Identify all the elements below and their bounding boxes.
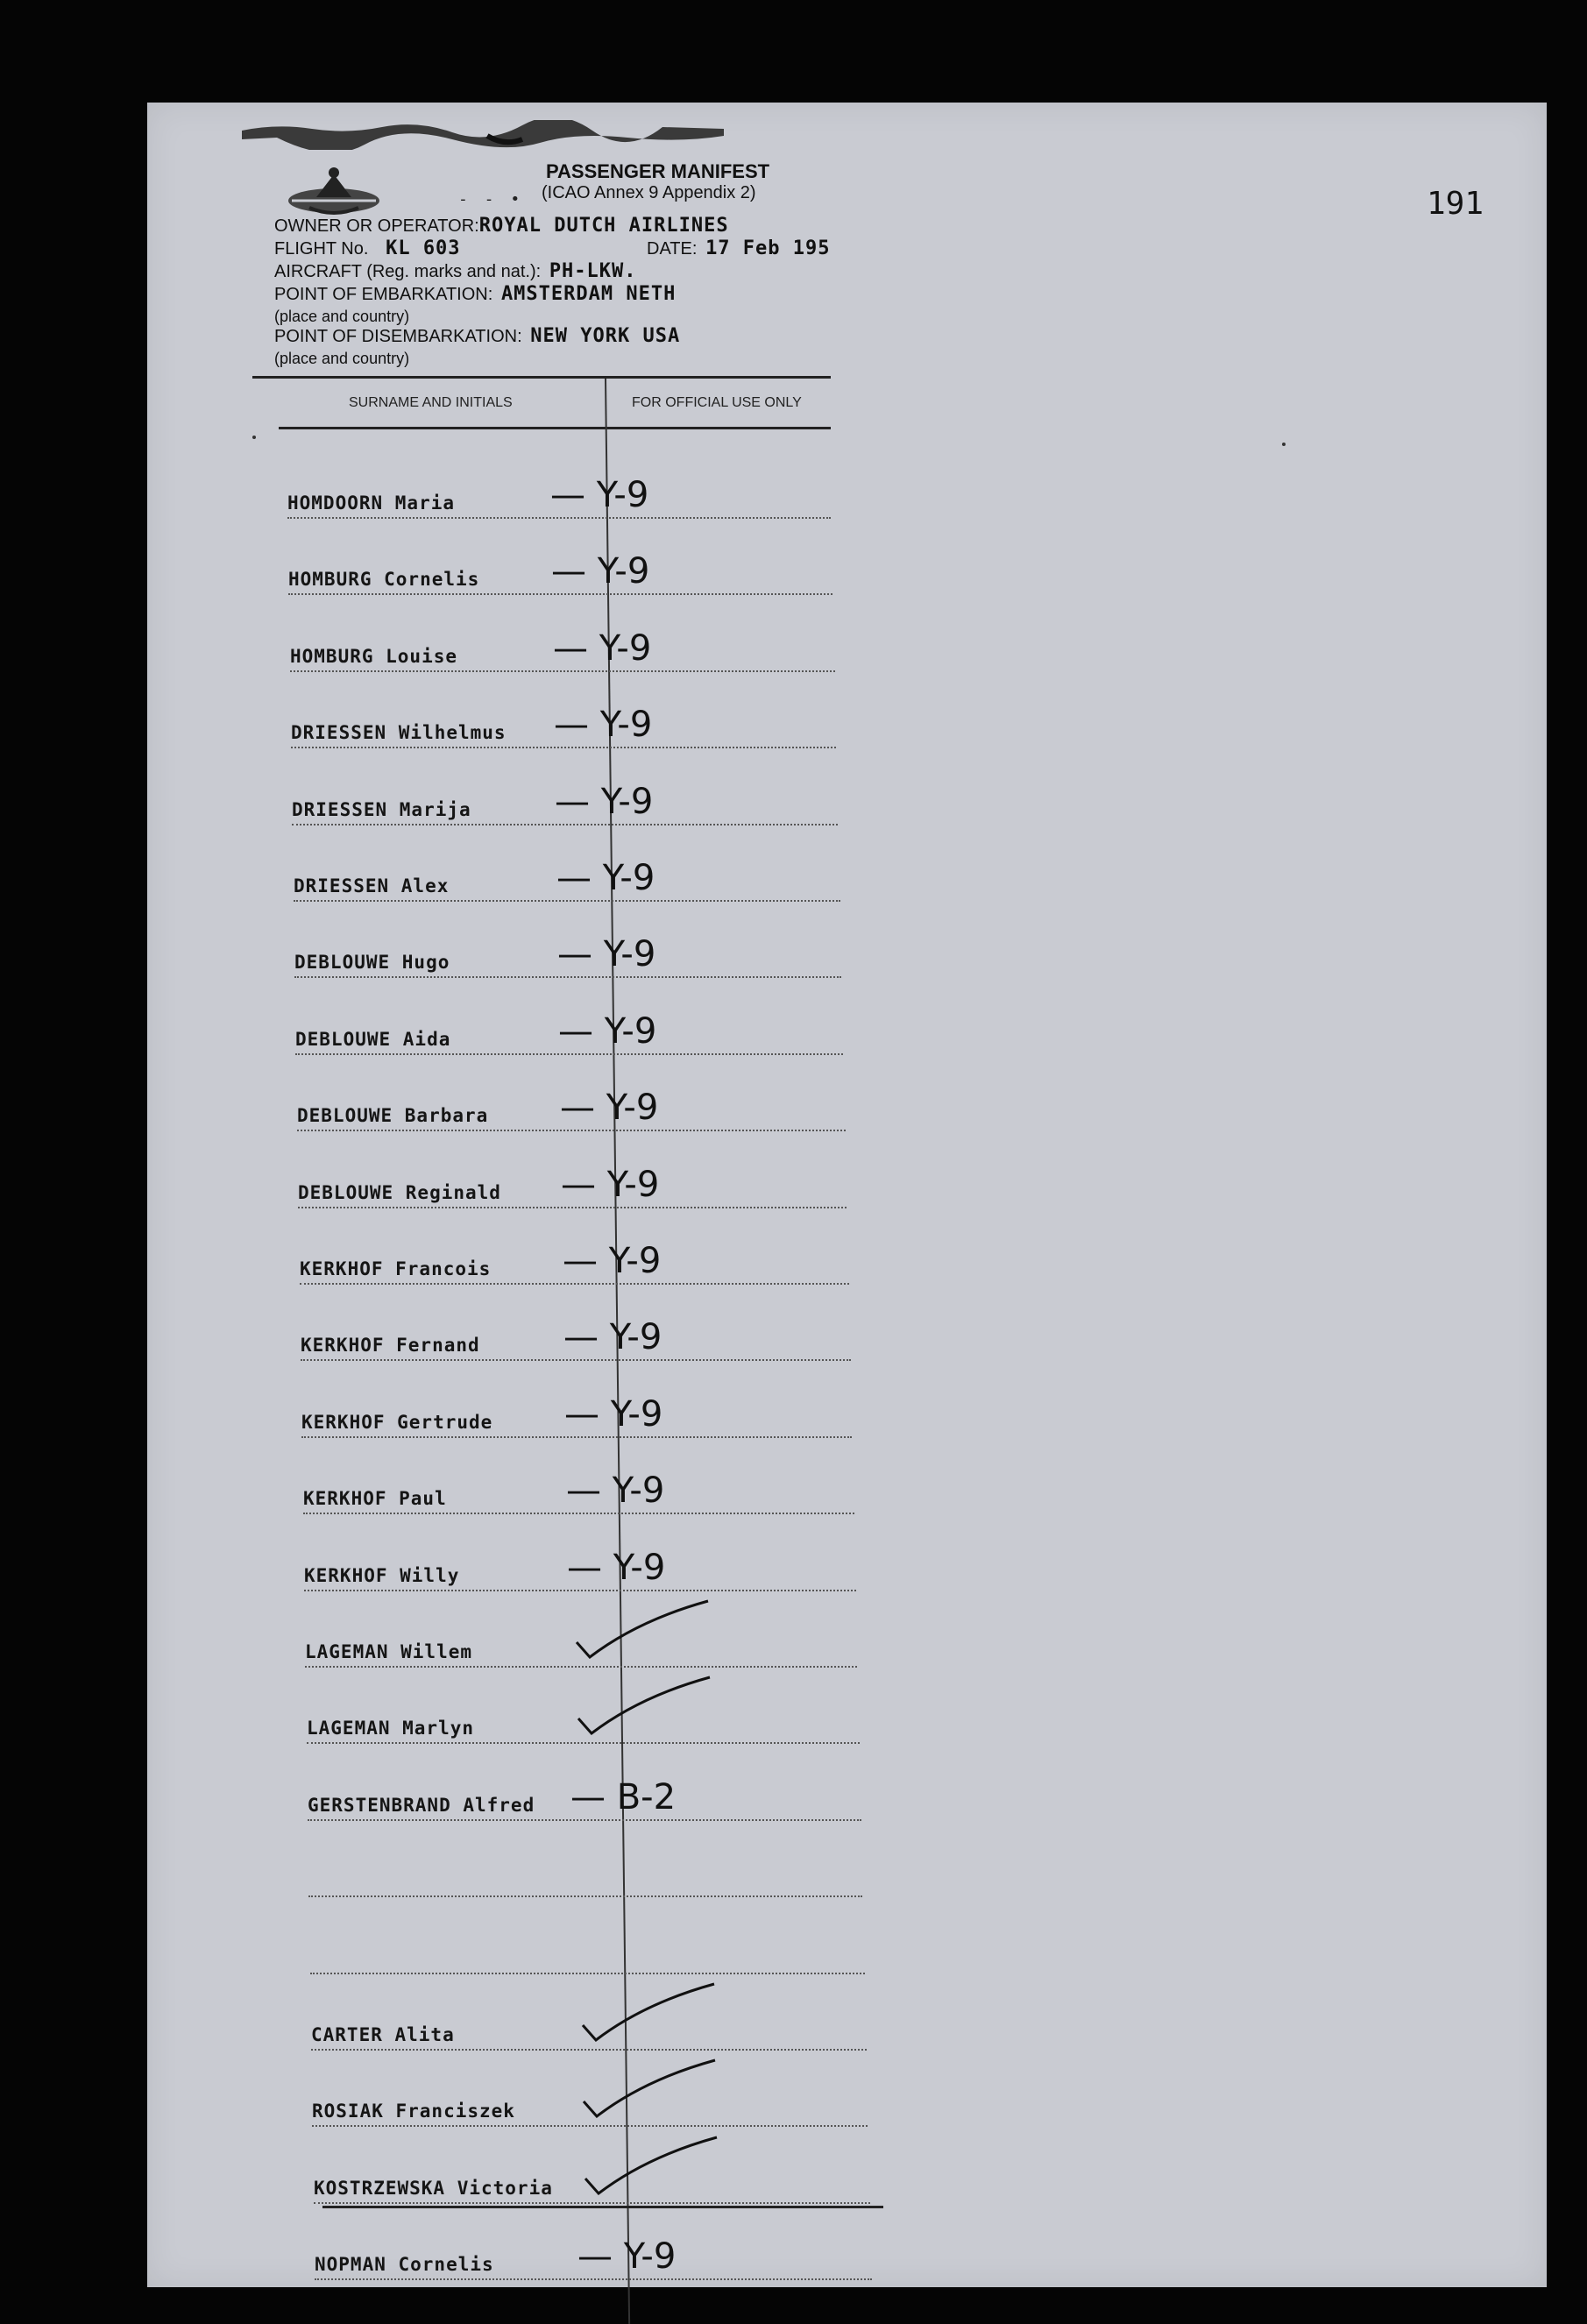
official-mark: — Y-9	[551, 551, 650, 592]
list-item	[291, 671, 836, 748]
page-number: 191	[1427, 186, 1484, 222]
owner-line	[274, 215, 729, 237]
list-item	[294, 901, 841, 978]
disembarkation-label: POINT OF DISEMBARKATION:	[274, 327, 522, 346]
list-item	[292, 748, 838, 825]
manifest-page	[147, 103, 1547, 2287]
passenger-name: DRIESSEN Alex	[294, 875, 450, 896]
official-mark: — Y-9	[553, 627, 652, 669]
list-item	[294, 825, 840, 902]
checkmark-icon	[570, 1670, 727, 1740]
checkmark-icon	[568, 1594, 726, 1664]
passenger-name: GERSTENBRAND Alfred	[308, 1794, 535, 1816]
embarkation-value: AMSTERDAM NETH	[500, 283, 677, 305]
column-header-rule	[279, 427, 831, 429]
decorative-dashes: - - •	[458, 190, 524, 209]
aircraft-line	[274, 260, 637, 282]
passenger-name: KERKHOF Francois	[300, 1258, 492, 1279]
official-mark: — Y-9	[555, 781, 654, 822]
official-mark: — B-2	[570, 1776, 677, 1817]
passenger-name: KERKHOF Willy	[304, 1564, 460, 1586]
flight-value: KL 603	[386, 237, 461, 259]
list-item	[314, 2127, 870, 2204]
torn-edge-strip	[242, 120, 724, 150]
date-label: DATE:	[647, 239, 698, 259]
list-item	[301, 1361, 852, 1438]
checkmark-icon	[574, 1977, 732, 2047]
paper-speck	[1282, 443, 1286, 446]
list-item	[311, 1973, 867, 2051]
list-item	[310, 1897, 865, 1974]
paper-speck	[252, 436, 256, 439]
row-dotted-line	[315, 2278, 872, 2280]
official-mark: — Y-9	[561, 1164, 660, 1205]
disembarkation-note: (place and country)	[274, 350, 410, 367]
list-item	[304, 1514, 856, 1591]
passenger-name: KERKHOF Gertrude	[301, 1411, 493, 1433]
official-mark: — Y-9	[558, 1010, 657, 1052]
list-item	[297, 1054, 846, 1131]
official-mark: — Y-9	[563, 1317, 662, 1358]
official-mark: — Y-9	[577, 2236, 677, 2278]
list-item	[303, 1437, 854, 1514]
owner-label: OWNER OR OPERATOR:	[274, 216, 479, 236]
surname-column-header: SURNAME AND INITIALS	[349, 395, 513, 410]
official-mark: — Y-9	[557, 934, 656, 975]
embarkation-label: POINT OF EMBARKATION:	[274, 285, 493, 304]
checkmark-icon	[577, 2130, 734, 2200]
list-item	[298, 1131, 847, 1208]
passenger-name: LAGEMAN Marlyn	[307, 1718, 475, 1739]
passenger-name: HOMDOORN Maria	[287, 492, 456, 514]
list-item	[315, 2203, 872, 2280]
official-mark: — Y-9	[554, 705, 653, 746]
passenger-name: LAGEMAN Willem	[305, 1641, 473, 1662]
passenger-name: KOSTRZEWSKA Victoria	[314, 2177, 553, 2199]
passenger-name: DRIESSEN Marija	[292, 798, 471, 820]
list-item	[308, 1820, 862, 1897]
official-mark: — Y-9	[556, 858, 655, 898]
passenger-name: NOPMAN Cornelis	[315, 2254, 494, 2276]
passenger-name: CARTER Alita	[311, 2024, 455, 2045]
owner-value: ROYAL DUTCH AIRLINES	[478, 215, 729, 237]
embarkation-note: (place and country)	[274, 308, 410, 325]
official-mark: — Y-9	[560, 1088, 659, 1129]
form-subtitle: (ICAO Annex 9 Appendix 2)	[542, 183, 756, 202]
form-title: PASSENGER MANIFEST	[546, 160, 770, 182]
flight-label: FLIGHT No.	[274, 239, 369, 259]
aircraft-value: PH-LKW.	[549, 260, 637, 282]
official-mark: — Y-9	[567, 1547, 666, 1588]
header-rule	[252, 376, 831, 379]
official-mark: — Y-9	[564, 1393, 663, 1435]
list-item	[300, 1208, 849, 1285]
bottom-rule	[322, 2206, 883, 2208]
list-item	[290, 595, 835, 672]
list-item	[287, 442, 831, 519]
official-mark: — Y-9	[566, 1470, 665, 1512]
list-item	[295, 978, 843, 1055]
passenger-name: DEBLOUWE Barbara	[297, 1105, 489, 1127]
flight-line	[274, 237, 461, 259]
checkmark-icon	[575, 2053, 733, 2123]
official-mark: — Y-9	[550, 475, 649, 515]
disembarkation-line	[274, 325, 680, 347]
date-line	[647, 237, 831, 259]
list-item	[305, 1591, 857, 1668]
passenger-name: DRIESSEN Wilhelmus	[291, 722, 507, 744]
list-item	[301, 1284, 851, 1361]
list-item	[307, 1667, 860, 1744]
list-item	[308, 1744, 861, 1821]
list-item	[288, 518, 832, 595]
list-item	[312, 2050, 868, 2127]
passenger-name: KERKHOF Paul	[303, 1488, 447, 1510]
passenger-name: HOMBURG Louise	[290, 645, 458, 667]
passenger-name: DEBLOUWE Reginald	[298, 1181, 501, 1203]
passenger-name: HOMBURG Cornelis	[288, 569, 480, 591]
official-mark: — Y-9	[563, 1241, 662, 1281]
embarkation-line	[274, 283, 676, 305]
aircraft-label: AIRCRAFT (Reg. marks and nat.):	[274, 262, 542, 281]
disembarkation-value: NEW YORK USA	[530, 325, 681, 347]
passenger-name: ROSIAK Franciszek	[312, 2101, 515, 2122]
passenger-name: KERKHOF Fernand	[301, 1335, 480, 1357]
passenger-name: DEBLOUWE Aida	[295, 1028, 451, 1050]
official-column-header: FOR OFFICIAL USE ONLY	[632, 395, 802, 410]
date-value: 17 Feb 195	[705, 237, 831, 259]
passenger-name: DEBLOUWE Hugo	[294, 952, 450, 974]
